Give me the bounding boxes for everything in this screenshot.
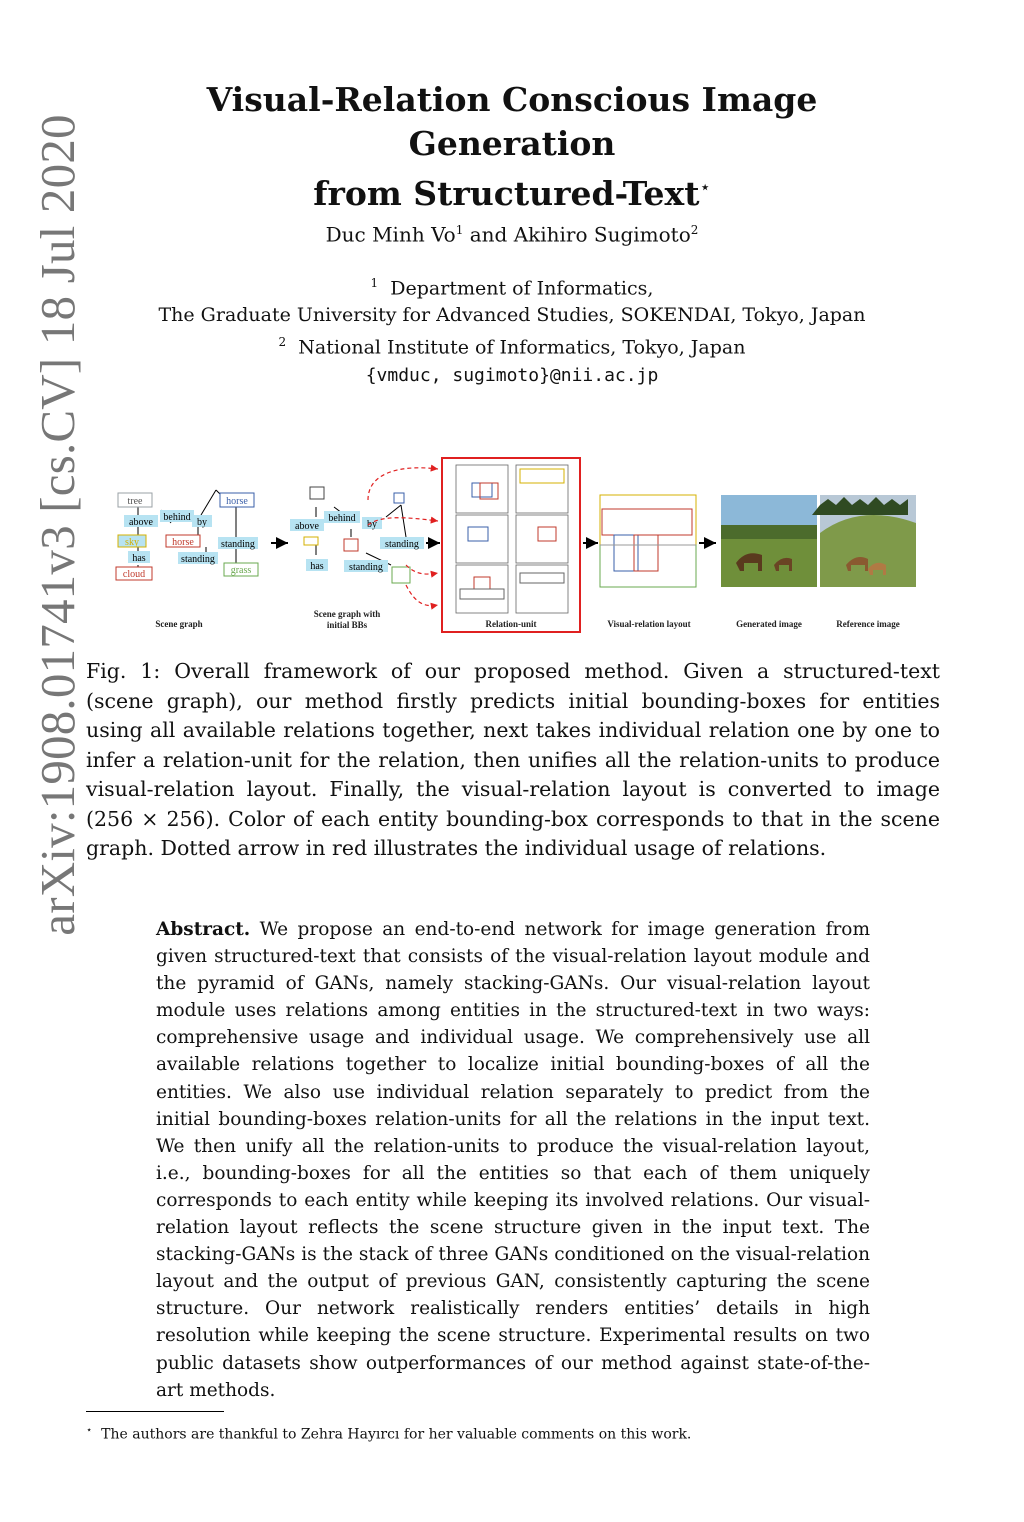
email: {vmduc, sugimoto}@nii.ac.jp	[365, 364, 659, 386]
affiliation-2: $^2$ National Institute of Informatics, Tokyo, Japan	[278, 335, 746, 359]
relation-unit	[442, 458, 580, 632]
author-name: Akihiro Sugimoto	[513, 222, 691, 247]
node-grass: grass	[230, 565, 252, 576]
bb-node-behind: behind	[328, 513, 356, 524]
arxiv-identifier: arXiv:1908.01741v3 [cs.CV] 18 Jul 2020	[30, 114, 85, 936]
caption-label: Fig. 1:	[86, 659, 161, 683]
node-horse-red: horse	[172, 537, 194, 548]
figure-caption	[86, 657, 940, 864]
node-horse-blue: horse	[226, 496, 248, 507]
node-sky: sky	[125, 537, 139, 548]
node-tree: tree	[127, 496, 143, 507]
visual-relation-layout	[600, 495, 696, 629]
author-conjunction: and	[469, 222, 508, 247]
affiliations	[0, 270, 1024, 389]
title-line-1: Visual-Relation Conscious Image Generation	[206, 80, 818, 163]
node-behind: behind	[163, 512, 191, 523]
generated-image	[721, 495, 817, 629]
abstract	[156, 916, 870, 1404]
label-scene-graph-bbs-1: Scene graph with	[313, 609, 381, 619]
abstract-label: Abstract.	[156, 919, 251, 940]
node-above: above	[129, 517, 153, 528]
affiliation-1-cont: The Graduate University for Advanced Studies, SOKENDAI, Tokyo, Japan	[158, 304, 866, 327]
node-standing-2: standing	[181, 554, 215, 565]
author-list: Duc Minh Vo$^1$ and Akihiro Sugimoto$^2$	[325, 222, 699, 247]
footnote-rule	[86, 1411, 224, 1412]
node-by: by	[197, 517, 207, 528]
bb-node-above: above	[295, 521, 319, 532]
reference-image	[812, 495, 916, 629]
label-scene-graph-bbs-2: initial BBs	[326, 620, 368, 630]
footnote-text: The authors are thankful to Zehra Hayırcı for her valuable comments on this work.	[101, 1426, 692, 1443]
label-reference-image: Reference image	[836, 619, 900, 629]
paper-title	[100, 78, 924, 216]
label-scene-graph: Scene graph	[155, 619, 203, 629]
node-has: has	[132, 553, 146, 564]
scene-graph	[116, 490, 258, 629]
label-relation-unit: Relation-unit	[485, 619, 537, 629]
footnote-mark: ⋆	[86, 1425, 93, 1436]
author-name: Duc Minh Vo	[325, 222, 456, 247]
bb-node-standing-1: standing	[385, 539, 419, 550]
bb-node-has: has	[310, 561, 324, 572]
scene-graph-initial-bbs	[290, 487, 424, 630]
bb-node-by: by	[367, 519, 377, 530]
label-generated-image: Generated image	[736, 619, 802, 629]
node-standing-1: standing	[221, 539, 255, 550]
caption-text: Overall framework of our proposed method. Given a structured-text (scene graph), our method firstly predicts initial bounding-boxes for entities using all available relations together, next takes individual relation one by one to infer a relation-unit for the relation, then unifies all the relation-units to produce visual-relation layout. Finally, the visual-relation layout is converted to image (256 × 256). Color of each entity bounding-box corresponds to that in the scene graph. Dotted arrow in red illustrates the individual usage of relations.	[86, 659, 940, 860]
title-line-2: from Structured-Text⋆	[313, 174, 711, 213]
abstract-text: We propose an end-to-end network for image generation from given structured-text that consists of the visual-relation layout module and the pyramid of GANs, namely stacking-GANs. Our visual-relation layout module uses relations among entities in the structured-text in two ways: comprehensive usage and individual usage. We comprehensively use all available relations together to localize initial bounding-boxes of all the entities. We also use individual relation separately to predict from the initial bounding-boxes relation-units for all the relations in the input text. We then unify all the relation-units to produce the visual-relation layout, i.e., bounding-boxes for all the entities so that each of them uniquely corresponds to each entity while keeping its involved relations. Our visual-relation layout reflects the scene structure given in the input text. The stacking-GANs is the stack of three GANs conditioned on the visual-relation layout and the output of previous GAN, consistently capturing the scene structure. Our network realistically renders entities’ details in high resolution while keeping the scene structure. Experimental results on two public datasets show outperformances of our method against state-of-the-art methods.	[156, 919, 870, 1401]
label-visual-relation-layout: Visual-relation layout	[607, 619, 691, 629]
footnote	[86, 1421, 946, 1445]
affiliation-1: $^1$ Department of Informatics,	[370, 276, 654, 300]
figure-1	[106, 455, 916, 635]
node-cloud: cloud	[122, 569, 146, 580]
bb-node-standing-2: standing	[349, 562, 383, 573]
title-footnote-mark: ⋆	[699, 177, 711, 198]
